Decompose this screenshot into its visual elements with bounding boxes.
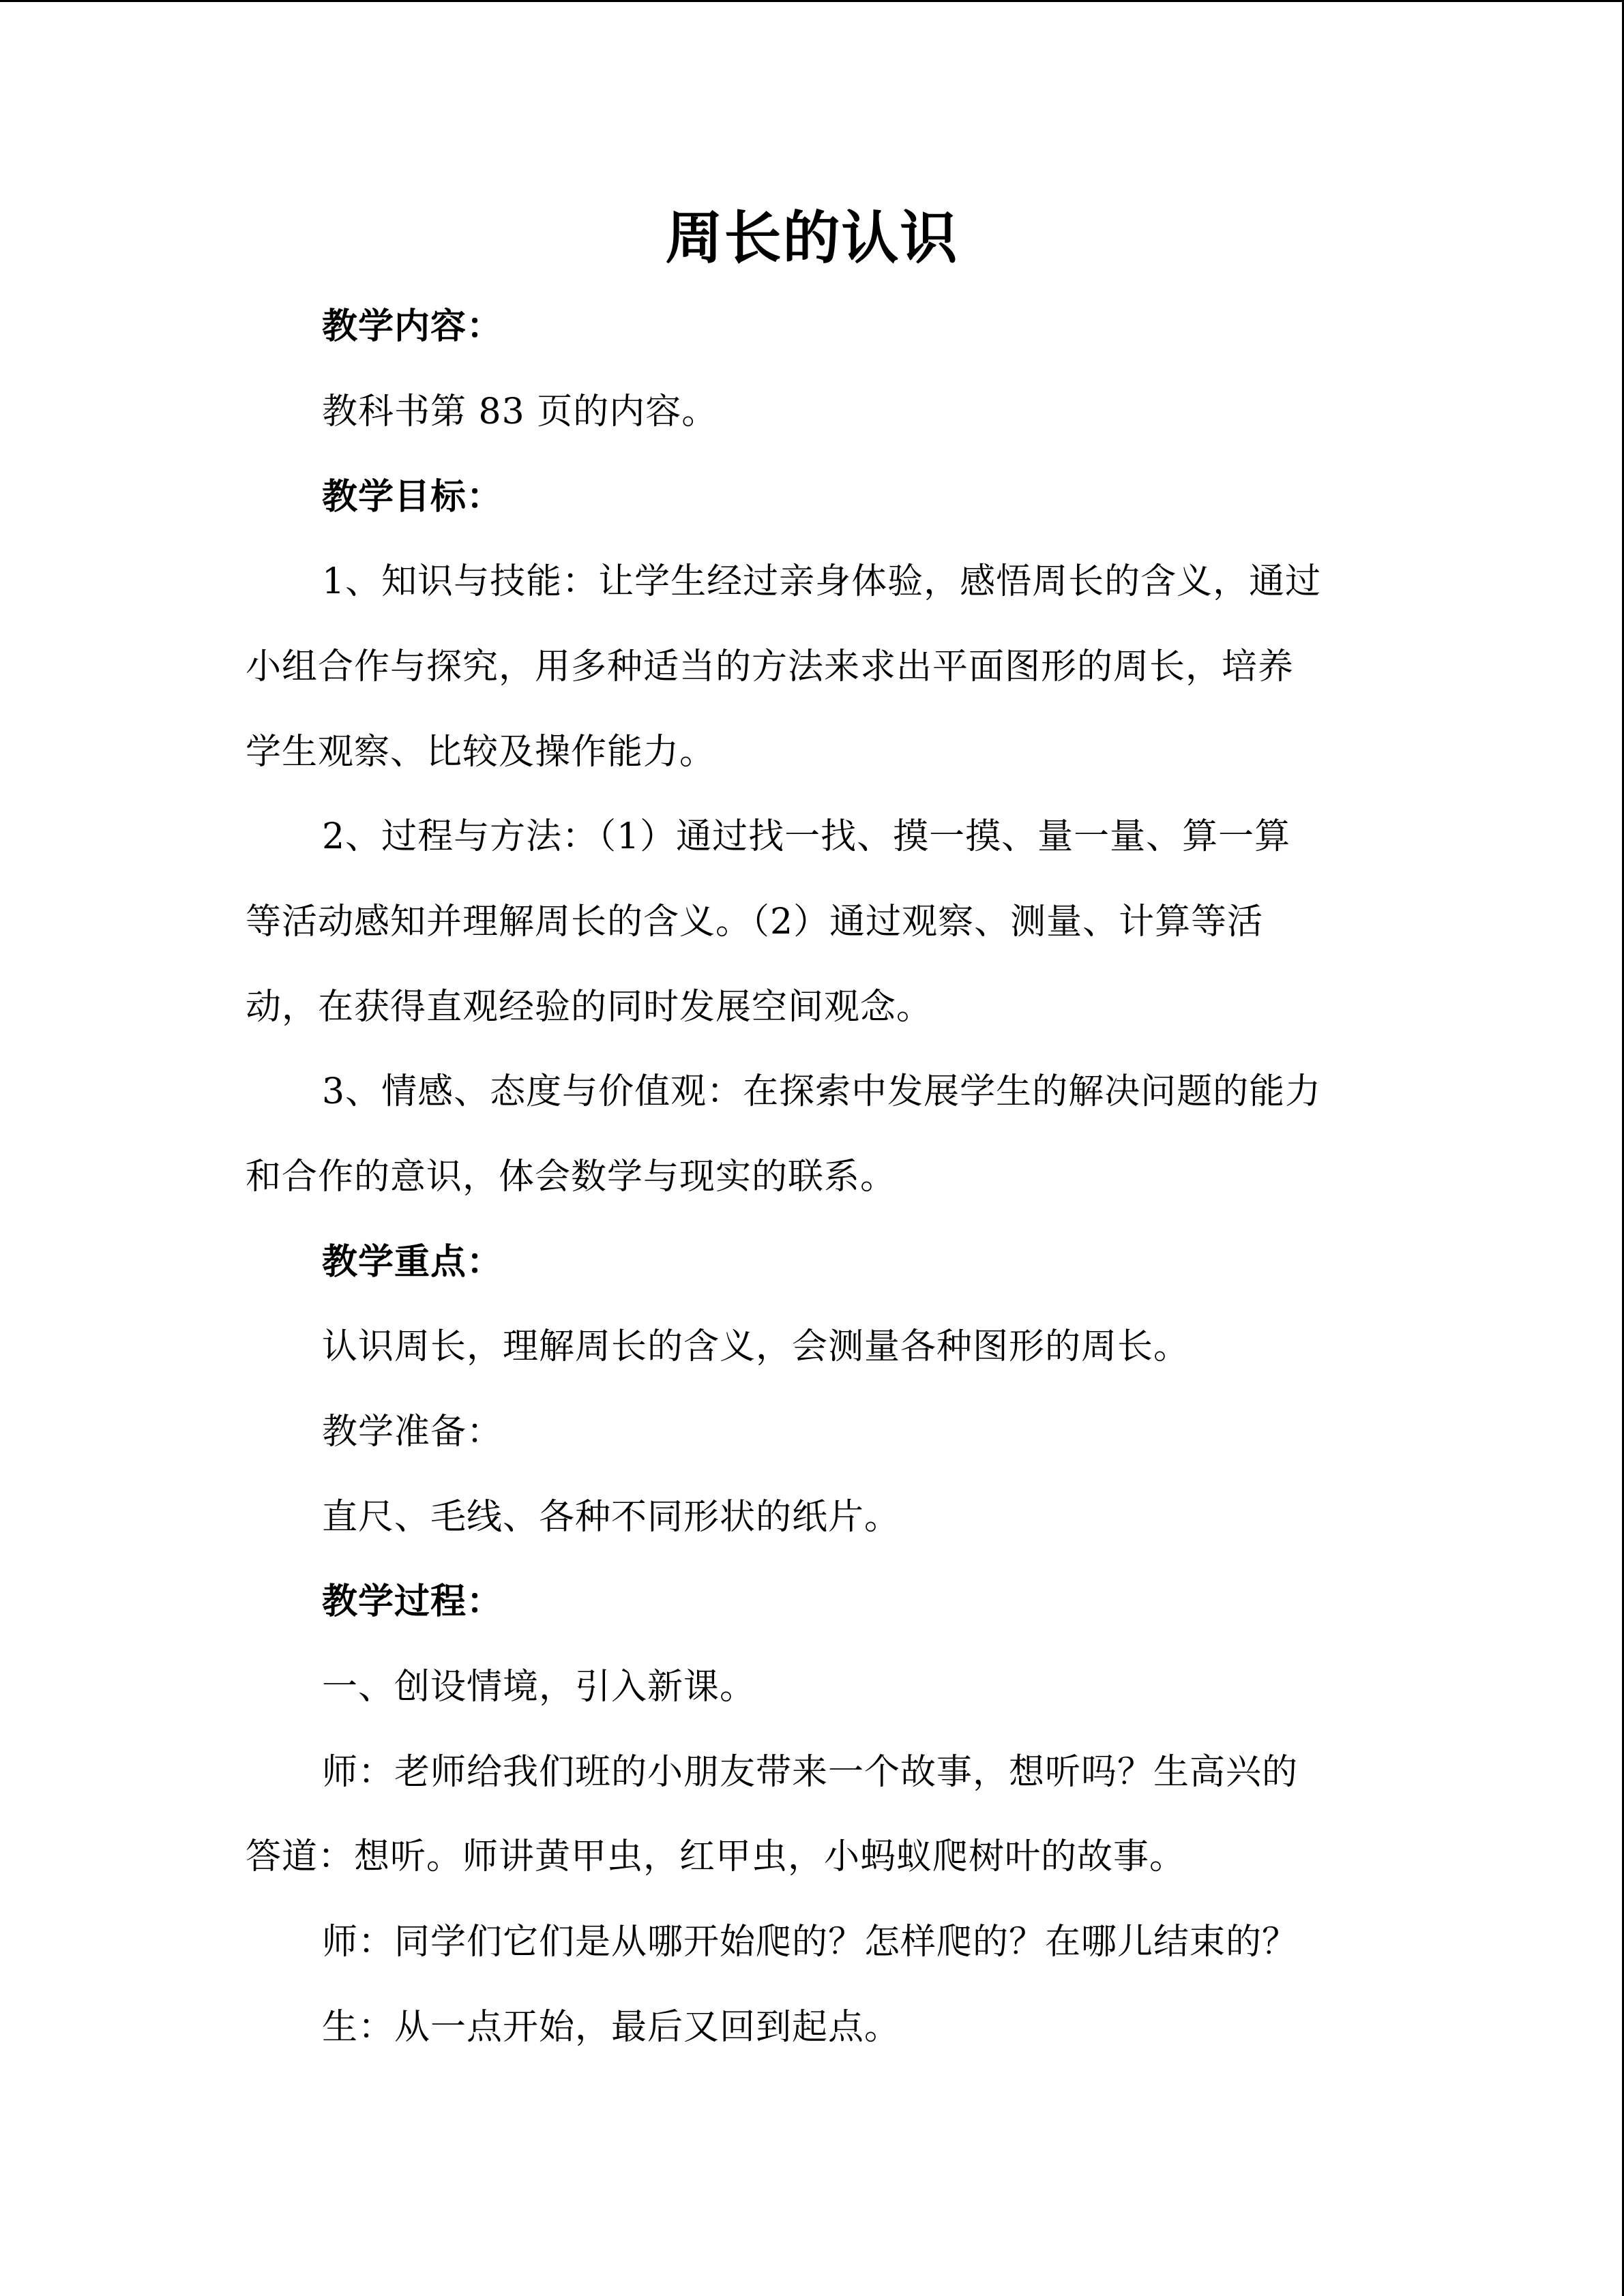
section-heading-teaching-content: 教学内容： [322,306,503,347]
paragraph-line: 一、创设情境，引入新课。 [322,1667,756,1708]
paragraph-line: 动，在获得直观经验的同时发展空间观念。 [246,987,933,1028]
paragraph-line: 师：同学们它们是从哪开始爬的？怎样爬的？在哪儿结束的？ [322,1922,1299,1963]
section-heading-preparation: 教学准备： [322,1412,503,1452]
paragraph-line: 认识周长，理解周长的含义，会测量各种图形的周长。 [322,1326,1190,1367]
paragraph-line: 直尺、毛线、各种不同形状的纸片。 [322,1497,901,1538]
document-title: 周长的认识 [665,205,959,271]
paragraph-line: 师：老师给我们班的小朋友带来一个故事，想听吗？生高兴的 [322,1752,1299,1793]
section-heading-teaching-process: 教学过程： [322,1581,503,1622]
paragraph-line: 教科书第 83 页的内容。 [322,391,718,432]
section-heading-key-points: 教学重点： [322,1242,503,1283]
paragraph-line: 和合作的意识，体会数学与现实的联系。 [246,1157,897,1197]
paragraph-line: 3、情感、态度与价值观：在探索中发展学生的解决问题的能力 [322,1071,1322,1112]
paragraph-line: 生：从一点开始，最后又回到起点。 [322,2007,901,2048]
paragraph-line: 等活动感知并理解周长的含义。（2）通过观察、测量、计算等活 [246,901,1264,942]
paragraph-line: 2、过程与方法：（1）通过找一找、摸一摸、量一量、算一算 [322,816,1291,857]
paragraph-line: 1、知识与技能：让学生经过亲身体验，感悟周长的含义，通过 [322,561,1322,602]
paragraph-line: 学生观察、比较及操作能力。 [246,732,716,773]
section-heading-teaching-goals: 教学目标： [322,477,503,518]
paragraph-line: 小组合作与探究，用多种适当的方法来求出平面图形的周长，培养 [246,646,1295,687]
paragraph-line: 答道：想听。师讲黄甲虫，红甲虫，小蚂蚁爬树叶的故事。 [246,1836,1186,1877]
